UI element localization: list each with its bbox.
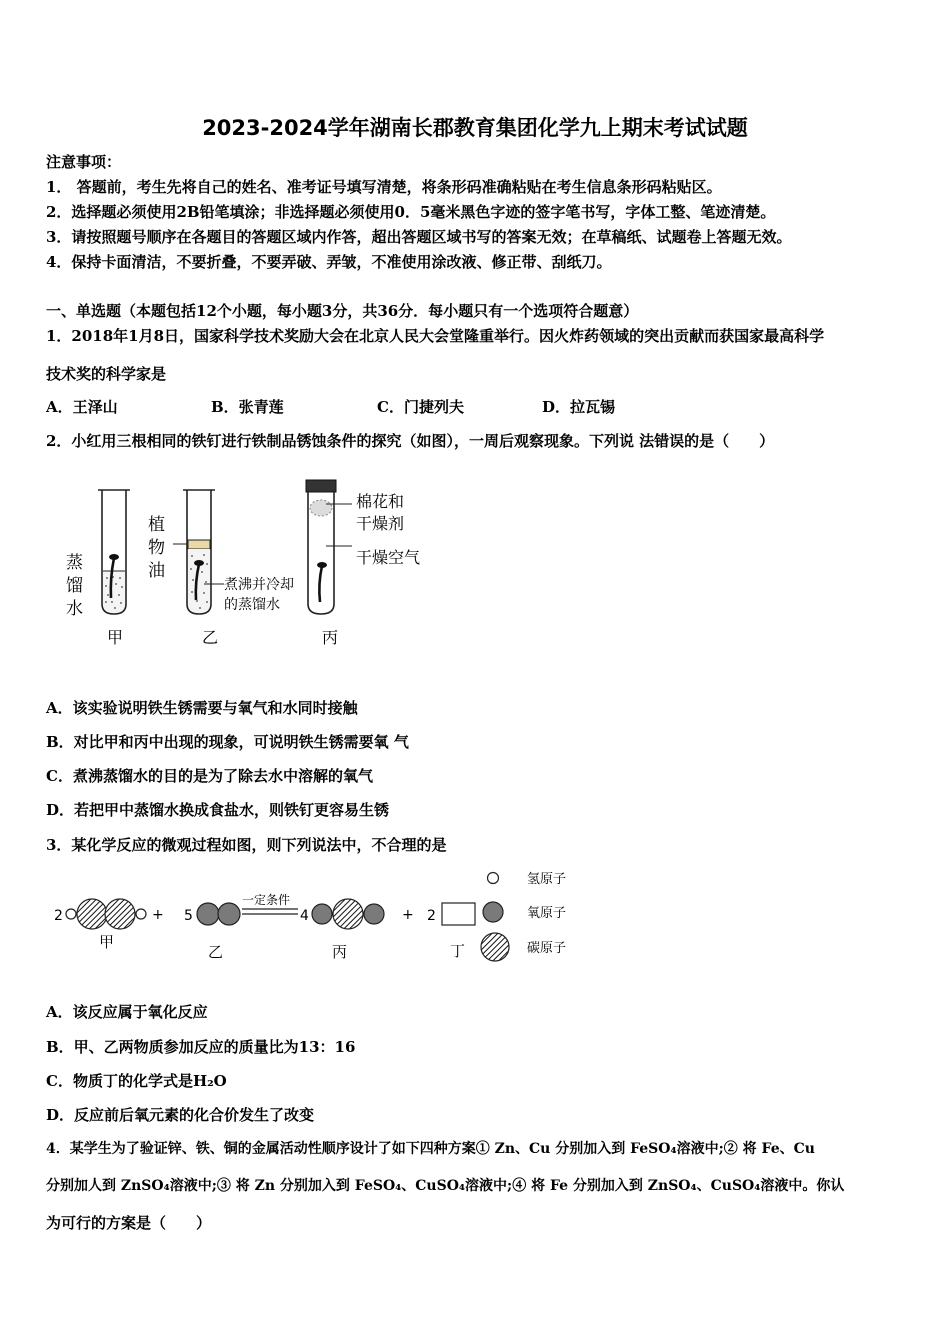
- q2-stem: 2．小红用三根相同的铁钉进行铁制品锈蚀条件的探究（如图），一周后观察现象。下列说 法错误的是（ ）: [46, 432, 775, 450]
- label-dry-air: 干燥空气: [356, 548, 421, 567]
- label-jia: 甲: [107, 628, 124, 647]
- tube-jia: [98, 490, 130, 614]
- q1-stem-line1: 1．2018年1月8日，国家科学技术奖励大会在北京人民大会堂隆重举行。因火炸药领域的突出贡献而获国家最高科学: [46, 327, 825, 345]
- svg-text:蒸: 蒸: [66, 553, 83, 573]
- tube-yi: [173, 490, 224, 614]
- tube-bing: [306, 480, 352, 614]
- q2-option-b: B．对比甲和丙中出现的现象，可说明铁生锈需要氧 气: [46, 733, 409, 751]
- svg-text:馏: 馏: [66, 576, 83, 596]
- label-bing: 丙: [332, 943, 348, 961]
- svg-text:植: 植: [148, 515, 165, 535]
- svg-text:棉花和: 棉花和: [356, 492, 405, 511]
- q3-option-a: A．该反应属于氧化反应: [46, 1003, 208, 1021]
- coef-bing: 4: [300, 908, 309, 924]
- notice-item-3: 3．请按照题号顺序在各题目的答题区域内作答，超出答题区域书写的答案无效；在草稿纸、试题卷上答题无效。: [46, 228, 792, 246]
- reaction-condition: 一定条件: [242, 893, 291, 907]
- legend-hydrogen-icon: [488, 873, 499, 884]
- legend: [481, 872, 566, 961]
- label-ding: 丁: [450, 942, 466, 960]
- coef-jia: 2: [54, 908, 63, 924]
- notice-item-1: 1． 答题前，考生先将自己的姓名、准考证号填写清楚，将条形码准确粘贴在考生信息条形码粘贴区。: [46, 178, 722, 196]
- plus-2: +: [402, 907, 414, 923]
- svg-text:物: 物: [148, 538, 165, 558]
- q1-option-d: D．拉瓦锡: [542, 398, 616, 416]
- molecule-ding-box: [442, 903, 475, 925]
- q3-option-b: B．甲、乙两物质参加反应的质量比为13：16: [46, 1038, 356, 1056]
- notice-heading: 注意事项：: [46, 153, 122, 171]
- legend-carbon-label: 碳原子: [527, 941, 567, 956]
- q3-option-c: C．物质丁的化学式是H₂O: [46, 1072, 227, 1090]
- q3-molecule-figure: [46, 864, 586, 968]
- q4-stem-line2: 分别加人到 ZnSO₄溶液中;③ 将 Zn 分别加入到 FeSO₄、CuSO₄溶液中;④ 将 Fe 分别加入到 ZnSO₄、CuSO₄溶液中。你认: [46, 1178, 845, 1194]
- molecule-bing: [312, 899, 384, 929]
- section-heading: 一、单选题（本题包括12个小题，每小题3分，共36分．每小题只有一个选项符合题意）: [46, 302, 639, 320]
- q2-rust-figure: [40, 474, 460, 654]
- q1-option-b: B．张青莲: [211, 398, 284, 416]
- q3-stem: 3．某化学反应的微观过程如图，则下列说法中，不合理的是: [46, 836, 447, 854]
- molecule-yi: [197, 903, 240, 925]
- svg-text:干燥剂: 干燥剂: [356, 514, 405, 533]
- page-title: 2023-2024学年湖南长郡教育集团化学九上期末考试试题: [202, 116, 748, 140]
- coef-yi: 5: [184, 908, 193, 924]
- q4-stem-line1: 4．某学生为了验证锌、铁、铜的金属活动性顺序设计了如下四种方案① Zn、Cu 分别加入到 FeSO₄溶液中;② 将 Fe、Cu: [46, 1141, 815, 1157]
- label-cotton-desiccant: [356, 492, 404, 533]
- legend-hydrogen-label: 氢原子: [527, 872, 567, 887]
- label-yi: 乙: [208, 943, 224, 961]
- legend-oxygen-icon: [483, 902, 503, 922]
- q1-stem-line2: 技术奖的科学家是: [46, 365, 167, 383]
- label-bing: 丙: [322, 628, 339, 647]
- plus-1: +: [152, 907, 164, 923]
- notice-item-2: 2．选择题必须使用2B铅笔填涂；非选择题必须使用0．5毫米黑色字迹的签字笔书写，字体工整、笔迹清楚。: [46, 203, 776, 221]
- q1-option-a: A．王泽山: [46, 398, 118, 416]
- svg-text:油: 油: [148, 561, 165, 581]
- molecule-jia: [66, 899, 146, 929]
- svg-text:的蒸馏水: 的蒸馏水: [224, 597, 280, 613]
- legend-oxygen-label: 氧原子: [527, 906, 567, 921]
- svg-text:水: 水: [66, 599, 83, 619]
- q2-option-d: D．若把甲中蒸馏水换成食盐水，则铁钉更容易生锈: [46, 801, 390, 819]
- label-jia: 甲: [99, 933, 115, 951]
- legend-carbon-icon: [481, 933, 509, 961]
- svg-text:煮沸并冷却: 煮沸并冷却: [224, 577, 294, 593]
- label-vegetable-oil: [148, 515, 165, 581]
- label-boiled-water: [224, 576, 294, 613]
- coef-ding: 2: [427, 908, 436, 924]
- q2-option-a: A．该实验说明铁生锈需要与氧气和水同时接触: [46, 699, 358, 717]
- q3-option-d: D．反应前后氧元素的化合价发生了改变: [46, 1106, 315, 1124]
- q1-option-c: C．门捷列夫: [377, 398, 464, 416]
- q2-option-c: C．煮沸蒸馏水的目的是为了除去水中溶解的氧气: [46, 767, 373, 785]
- notice-item-4: 4．保持卡面清洁，不要折叠，不要弄破、弄皱，不准使用涂改液、修正带、刮纸刀。: [46, 253, 612, 271]
- label-yi: 乙: [202, 628, 219, 647]
- label-distilled-water: [66, 553, 83, 619]
- q4-stem-line3: 为可行的方案是（ ）: [46, 1214, 212, 1232]
